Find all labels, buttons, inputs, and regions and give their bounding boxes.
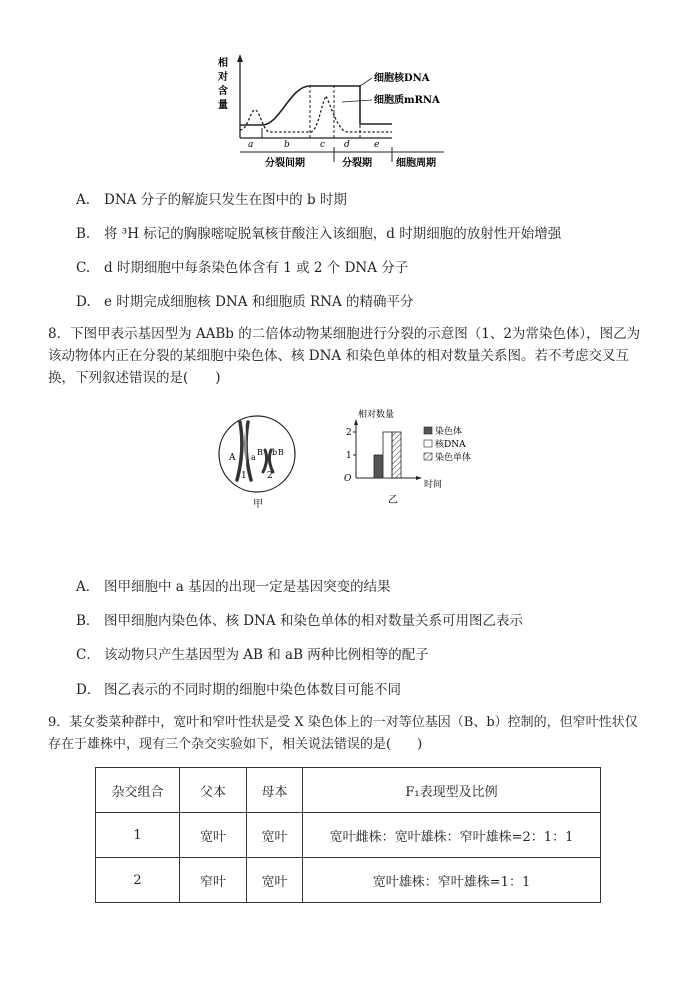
q7-option-b-label: B.	[76, 226, 91, 242]
yi-tick-2: 2	[346, 428, 352, 438]
table-header: 母本	[247, 768, 303, 813]
phase-a: a	[248, 140, 254, 150]
gene-b: b	[272, 448, 278, 457]
cross-table	[95, 767, 601, 903]
cell-division-figure-jia	[215, 410, 315, 510]
q7-option-d-label: D.	[76, 294, 91, 310]
legend-chromatid: 染色单体	[435, 453, 472, 463]
legend-swatch-chromosome	[424, 427, 432, 434]
yi-tick-1: 1	[346, 451, 352, 461]
label-cell-cycle: 细胞周期	[396, 158, 436, 169]
q8-option-a-text: 图甲细胞中 a 基因的出现一定是基因突变的结果	[104, 579, 391, 595]
gene-B-right: B	[278, 448, 284, 457]
figure1-ylabel-3: 量	[218, 100, 228, 111]
q8-option-d-text: 图乙表示的不同时期的细胞中染色体数目可能不同	[104, 682, 401, 698]
series-dna-label: 细胞核DNA	[374, 73, 430, 84]
gene-a: a	[251, 453, 256, 462]
table-cell: 宽叶雄株：窄叶雄株=1：1	[303, 858, 601, 903]
q8-option-b[interactable]	[76, 612, 523, 630]
q8-option-b-label: B．	[76, 613, 100, 629]
q8-option-c-text: 该动物只产生基因型为 AB 和 aB 两种比例相等的配子	[104, 647, 429, 663]
label-mitosis: 分裂期	[342, 158, 372, 169]
legend-dna: 核DNA	[435, 440, 466, 450]
gene-B-left: B	[257, 448, 263, 457]
gene-A: A	[229, 453, 236, 463]
yi-origin: O	[344, 474, 352, 484]
bar-nuclear-dna	[383, 432, 392, 478]
legend-chromosome: 染色体	[435, 427, 463, 437]
phase-b: b	[284, 140, 290, 150]
phase-e: e	[374, 140, 380, 150]
phase-c: c	[320, 140, 326, 150]
figure1-ylabel-1: 对	[218, 72, 228, 83]
q9-stem: 9．某女娄菜种群中，宽叶和窄叶性状是受 X 染色体上的一对等位基因（B、b）控制的，但窄叶性状仅存在于雄株中，现有三个杂交实验如下，相关说法错误的是( )	[48, 715, 638, 752]
bar-chromatid	[392, 432, 401, 478]
cell-cycle-figure	[210, 50, 470, 175]
figure1-ylabel-0: 相	[218, 58, 228, 69]
phase-d: d	[344, 140, 350, 150]
table-header: 杂交组合	[96, 768, 180, 813]
series-mrna-label: 细胞质mRNA	[374, 95, 440, 106]
q7-option-b[interactable]	[76, 225, 561, 243]
figure1-ylabel-2: 含	[218, 86, 228, 97]
legend-swatch-dna	[424, 440, 432, 447]
q8-option-c[interactable]	[76, 646, 429, 664]
q7-option-b-text: 将 ³H 标记的胸腺嘧啶脱氧核苷酸注入该细胞，d 时期细胞的放射性开始增强	[104, 226, 562, 242]
q7-option-a[interactable]	[76, 191, 347, 209]
q7-option-a-text: DNA 分子的解旋只发生在图中的 b 时期	[104, 192, 347, 208]
table-cell: 宽叶	[247, 813, 303, 858]
bar-chromosome	[374, 455, 383, 478]
q8-option-b-text: 图甲细胞内染色体、核 DNA 和染色单体的相对数量关系可用图乙表示	[104, 613, 523, 629]
table-header-row	[96, 768, 601, 813]
caption-jia: 甲	[253, 499, 263, 510]
q8-option-a[interactable]	[76, 578, 391, 596]
q7-option-c-label: C.	[76, 260, 91, 276]
chrom-2: 2	[267, 471, 273, 481]
q8-stem: 8．下图甲表示基因型为 AABb 的二倍体动物某细胞进行分裂的示意图（1、2为常染色体），图乙为该动物体内正在分裂的某细胞中染色体、核 DNA 和染色单体的相对数量关系图。若不考虑交叉互换，下列叙述错误的是( )	[48, 326, 641, 386]
table-cell: 宽叶	[180, 813, 247, 858]
table-row	[96, 858, 601, 903]
table-cell: 窄叶	[180, 858, 247, 903]
q8-option-c-label: C．	[76, 647, 100, 663]
q7-option-c-text: d 时期细胞中每条染色体含有 1 或 2 个 DNA 分子	[104, 260, 409, 276]
label-interphase: 分裂间期	[265, 158, 305, 169]
table-cell: 2	[96, 858, 180, 903]
table-cell: 宽叶雌株：宽叶雄株：窄叶雄株=2：1：1	[303, 813, 601, 858]
q8-option-a-label: A．	[76, 579, 100, 595]
legend-swatch-chromatid	[424, 453, 432, 460]
q8-option-d-label: D．	[76, 682, 101, 698]
bar-chart-yi	[338, 405, 498, 510]
caption-yi: 乙	[388, 495, 398, 506]
q8-option-d[interactable]	[76, 681, 401, 699]
table-cell: 宽叶	[247, 858, 303, 903]
yi-ylabel: 相对数量	[358, 410, 395, 420]
yi-xlabel: 时间	[424, 480, 443, 490]
table-header: F₁表现型及比例	[303, 768, 601, 813]
table-header: 父本	[180, 768, 247, 813]
table-cell: 1	[96, 813, 180, 858]
table-row	[96, 813, 601, 858]
q7-option-a-label: A.	[76, 192, 91, 208]
chrom-1: 1	[241, 471, 247, 481]
q7-option-d[interactable]	[76, 293, 414, 311]
q7-option-d-text: e 时期完成细胞核 DNA 和细胞质 RNA 的精确平分	[104, 294, 414, 310]
q7-option-c[interactable]	[76, 259, 408, 277]
